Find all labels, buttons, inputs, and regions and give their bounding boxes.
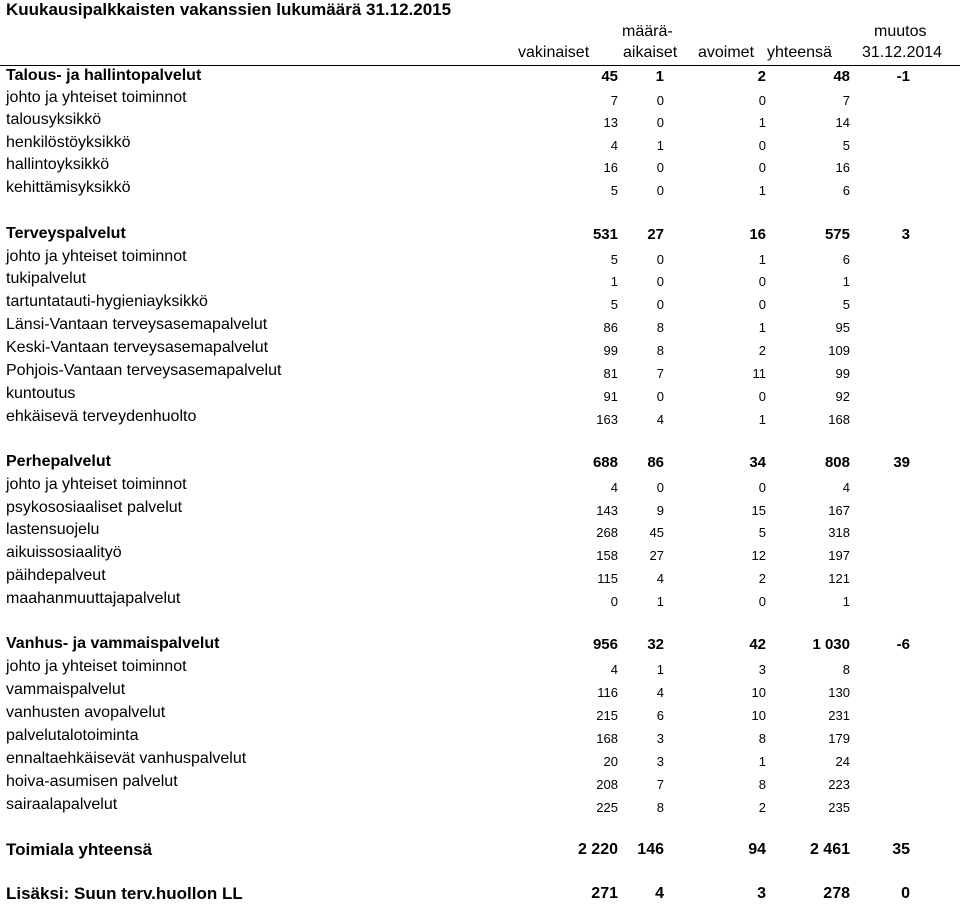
cell-vak: 45 bbox=[601, 68, 618, 85]
cell-yht: 130 bbox=[828, 685, 850, 700]
row-label: maahanmuuttajapalvelut bbox=[6, 590, 181, 607]
cell-yht: 92 bbox=[835, 389, 850, 404]
cell-avo: 1 bbox=[758, 252, 766, 267]
cell-yht: 223 bbox=[828, 777, 850, 792]
header-maaraaikaiset-line2: aikaiset bbox=[623, 44, 678, 61]
cell-avo: 0 bbox=[758, 594, 766, 609]
row-label: johto ja yhteiset toiminnot bbox=[6, 476, 187, 493]
cell-vak: 271 bbox=[591, 885, 618, 902]
table-row bbox=[0, 89, 960, 111]
cell-maa: 0 bbox=[656, 480, 664, 495]
table-row bbox=[0, 134, 960, 156]
cell-maa: 1 bbox=[656, 662, 664, 677]
cell-avo: 5 bbox=[758, 525, 766, 540]
cell-vak: 0 bbox=[610, 594, 618, 609]
cell-avo: 10 bbox=[751, 685, 766, 700]
cell-maa: 8 bbox=[656, 800, 664, 815]
cell-yht: 6 bbox=[842, 252, 850, 267]
table-row bbox=[0, 339, 960, 361]
row-label: päihdepalveut bbox=[6, 567, 106, 584]
cell-avo: 0 bbox=[758, 480, 766, 495]
cell-avo: 94 bbox=[748, 841, 766, 858]
cell-maa: 7 bbox=[656, 366, 664, 381]
cell-avo: 2 bbox=[757, 68, 766, 85]
table-row bbox=[0, 704, 960, 726]
cell-yht: 8 bbox=[842, 662, 850, 677]
cell-yht: 7 bbox=[842, 93, 850, 108]
cell-vak: 956 bbox=[592, 636, 618, 653]
cell-vak: 1 bbox=[610, 274, 618, 289]
table-row bbox=[0, 385, 960, 407]
cell-vak: 163 bbox=[596, 412, 618, 427]
table-row bbox=[0, 111, 960, 133]
cell-vak: 20 bbox=[603, 754, 618, 769]
row-label: Pohjois-Vantaan terveysasemapalvelut bbox=[6, 362, 282, 379]
row-label: ehkäisevä terveydenhuolto bbox=[6, 408, 197, 425]
cell-vak: 4 bbox=[610, 662, 618, 677]
row-label: hallintoyksikkö bbox=[6, 156, 110, 173]
row-label: talousyksikkö bbox=[6, 111, 102, 128]
header-muutos-line1: muutos bbox=[874, 23, 927, 40]
cell-vak: 5 bbox=[610, 183, 618, 198]
header-avoimet: avoimet bbox=[698, 44, 755, 61]
cell-vak: 531 bbox=[592, 226, 618, 243]
cell-vak: 7 bbox=[610, 93, 618, 108]
section-row bbox=[0, 225, 960, 247]
cell-vak: 143 bbox=[596, 503, 618, 518]
cell-yht: 2 461 bbox=[809, 841, 850, 858]
cell-maa: 4 bbox=[656, 571, 664, 586]
table-row bbox=[0, 156, 960, 178]
cell-yht: 1 bbox=[842, 594, 850, 609]
cell-maa: 0 bbox=[656, 389, 664, 404]
header-muutos-line2: 31.12.2014 bbox=[862, 44, 943, 61]
row-label: ennaltaehkäisevät vanhuspalvelut bbox=[6, 750, 247, 767]
table-row bbox=[0, 270, 960, 292]
cell-maa: 8 bbox=[656, 320, 664, 335]
cell-maa: 1 bbox=[655, 68, 664, 85]
table-row bbox=[0, 408, 960, 430]
row-label: kehittämisyksikkö bbox=[6, 179, 131, 196]
cell-avo: 1 bbox=[758, 320, 766, 335]
row-label: psykososiaaliset palvelut bbox=[6, 499, 183, 516]
row-label: Keski-Vantaan terveysasemapalvelut bbox=[6, 339, 269, 356]
cell-yht: 109 bbox=[828, 343, 850, 358]
table-row bbox=[0, 362, 960, 384]
cell-maa: 0 bbox=[656, 274, 664, 289]
cell-muu: 0 bbox=[901, 885, 910, 902]
row-label: Toimiala yhteensä bbox=[6, 840, 153, 859]
cell-avo: 11 bbox=[752, 366, 766, 381]
row-label: lastensuojelu bbox=[6, 521, 100, 538]
cell-maa: 0 bbox=[656, 252, 664, 267]
table-row bbox=[0, 773, 960, 795]
cell-avo: 10 bbox=[751, 708, 766, 723]
cell-avo: 1 bbox=[758, 754, 766, 769]
cell-avo: 1 bbox=[758, 183, 766, 198]
cell-maa: 45 bbox=[649, 525, 664, 540]
row-label: kuntoutus bbox=[6, 385, 76, 402]
cell-yht: 4 bbox=[842, 480, 850, 495]
table-row bbox=[0, 521, 960, 543]
row-label: johto ja yhteiset toiminnot bbox=[6, 89, 187, 106]
cell-yht: 197 bbox=[828, 548, 850, 563]
table-row bbox=[0, 658, 960, 680]
cell-maa: 4 bbox=[656, 412, 664, 427]
cell-vak: 2 220 bbox=[577, 841, 618, 858]
cell-maa: 8 bbox=[656, 343, 664, 358]
cell-avo: 8 bbox=[758, 777, 766, 792]
cell-yht: 575 bbox=[824, 226, 850, 243]
row-label: Länsi-Vantaan terveysasemapalvelut bbox=[6, 316, 268, 333]
row-label: aikuissosiaalityö bbox=[6, 544, 122, 561]
header-rule bbox=[0, 65, 960, 66]
cell-yht: 24 bbox=[835, 754, 850, 769]
cell-vak: 688 bbox=[592, 454, 618, 471]
total-row bbox=[0, 840, 960, 862]
cell-muu: 39 bbox=[893, 454, 910, 471]
cell-maa: 4 bbox=[655, 885, 664, 902]
cell-yht: 99 bbox=[835, 366, 850, 381]
cell-avo: 3 bbox=[757, 885, 766, 902]
cell-maa: 0 bbox=[656, 115, 664, 130]
cell-maa: 27 bbox=[647, 226, 664, 243]
cell-maa: 32 bbox=[647, 636, 664, 653]
cell-avo: 0 bbox=[758, 274, 766, 289]
cell-yht: 808 bbox=[824, 454, 850, 471]
table-row bbox=[0, 681, 960, 703]
cell-maa: 1 bbox=[656, 138, 664, 153]
cell-muu: 35 bbox=[892, 841, 910, 858]
cell-avo: 42 bbox=[749, 636, 766, 653]
cell-yht: 278 bbox=[823, 885, 850, 902]
cell-yht: 5 bbox=[842, 297, 850, 312]
cell-yht: 14 bbox=[835, 115, 850, 130]
cell-muu: -1 bbox=[896, 68, 910, 85]
cell-avo: 8 bbox=[758, 731, 766, 746]
row-label: johto ja yhteiset toiminnot bbox=[6, 658, 187, 675]
cell-maa: 0 bbox=[656, 297, 664, 312]
cell-yht: 16 bbox=[835, 160, 850, 175]
cell-maa: 1 bbox=[656, 594, 664, 609]
table-row bbox=[0, 544, 960, 566]
cell-vak: 99 bbox=[603, 343, 618, 358]
cell-avo: 0 bbox=[758, 138, 766, 153]
section-row bbox=[0, 635, 960, 657]
cell-avo: 15 bbox=[751, 503, 766, 518]
cell-avo: 0 bbox=[758, 160, 766, 175]
header-vakinaiset: vakinaiset bbox=[518, 44, 590, 61]
row-label: palvelutalotoiminta bbox=[6, 727, 139, 744]
page-title: Kuukausipalkkaisten vakanssien lukumäärä 31.12.2015 bbox=[6, 0, 452, 19]
cell-vak: 158 bbox=[596, 548, 618, 563]
cell-maa: 3 bbox=[656, 754, 664, 769]
cell-muu: -6 bbox=[896, 636, 910, 653]
cell-maa: 6 bbox=[656, 708, 664, 723]
cell-vak: 5 bbox=[610, 252, 618, 267]
cell-yht: 6 bbox=[842, 183, 850, 198]
cell-avo: 1 bbox=[758, 412, 766, 427]
cell-yht: 48 bbox=[833, 68, 850, 85]
cell-vak: 16 bbox=[603, 160, 618, 175]
cell-avo: 3 bbox=[758, 662, 766, 677]
cell-yht: 95 bbox=[835, 320, 850, 335]
cell-avo: 0 bbox=[758, 389, 766, 404]
cell-maa: 27 bbox=[649, 548, 664, 563]
cell-vak: 168 bbox=[596, 731, 618, 746]
header-maaraaikaiset-line1: määrä- bbox=[622, 23, 673, 40]
cell-vak: 208 bbox=[596, 777, 618, 792]
cell-maa: 0 bbox=[656, 93, 664, 108]
table-row bbox=[0, 248, 960, 270]
table-row bbox=[0, 567, 960, 589]
table-row bbox=[0, 476, 960, 498]
cell-yht: 1 bbox=[842, 274, 850, 289]
cell-vak: 268 bbox=[596, 525, 618, 540]
cell-muu: 3 bbox=[901, 226, 910, 243]
cell-yht: 318 bbox=[828, 525, 850, 540]
table-row bbox=[0, 590, 960, 612]
cell-maa: 4 bbox=[656, 685, 664, 700]
table-row bbox=[0, 727, 960, 749]
row-label: hoiva-asumisen palvelut bbox=[6, 773, 178, 790]
cell-avo: 0 bbox=[758, 93, 766, 108]
cell-avo: 1 bbox=[758, 115, 766, 130]
row-label: Vanhus- ja vammaispalvelut bbox=[6, 635, 220, 652]
cell-maa: 146 bbox=[637, 841, 664, 858]
cell-vak: 4 bbox=[610, 480, 618, 495]
cell-avo: 12 bbox=[751, 548, 766, 563]
header-yhteensa: yhteensä bbox=[767, 44, 832, 61]
section-row bbox=[0, 453, 960, 475]
cell-avo: 2 bbox=[758, 571, 766, 586]
row-label: tukipalvelut bbox=[6, 270, 87, 287]
cell-vak: 86 bbox=[603, 320, 618, 335]
cell-vak: 5 bbox=[610, 297, 618, 312]
cell-maa: 9 bbox=[656, 503, 664, 518]
row-label: Perhepalvelut bbox=[6, 453, 111, 470]
row-label: henkilöstöyksikkö bbox=[6, 134, 131, 151]
cell-maa: 0 bbox=[656, 160, 664, 175]
cell-maa: 3 bbox=[656, 731, 664, 746]
table-row bbox=[0, 750, 960, 772]
table-row bbox=[0, 499, 960, 521]
cell-avo: 0 bbox=[758, 297, 766, 312]
cell-yht: 168 bbox=[828, 412, 850, 427]
cell-avo: 16 bbox=[749, 226, 766, 243]
cell-yht: 179 bbox=[828, 731, 850, 746]
row-label: Lisäksi: Suun terv.huollon LL bbox=[6, 884, 243, 903]
row-label: tartuntatauti-hygieniayksikkö bbox=[6, 293, 208, 310]
cell-vak: 225 bbox=[596, 800, 618, 815]
cell-vak: 115 bbox=[597, 571, 618, 586]
cell-yht: 235 bbox=[828, 800, 850, 815]
cell-maa: 0 bbox=[656, 183, 664, 198]
cell-yht: 167 bbox=[828, 503, 850, 518]
cell-vak: 13 bbox=[603, 115, 618, 130]
row-label: vanhusten avopalvelut bbox=[6, 704, 166, 721]
table-row bbox=[0, 796, 960, 818]
cell-avo: 2 bbox=[758, 800, 766, 815]
row-label: Talous- ja hallintopalvelut bbox=[6, 67, 202, 84]
row-label: Terveyspalvelut bbox=[6, 225, 126, 242]
row-label: vammaispalvelut bbox=[6, 681, 126, 698]
cell-yht: 121 bbox=[828, 571, 850, 586]
cell-maa: 7 bbox=[656, 777, 664, 792]
table-row bbox=[0, 293, 960, 315]
table-row bbox=[0, 179, 960, 201]
row-label: sairaalapalvelut bbox=[6, 796, 118, 813]
cell-vak: 116 bbox=[597, 685, 618, 700]
cell-avo: 2 bbox=[758, 343, 766, 358]
cell-vak: 91 bbox=[603, 389, 618, 404]
table-row bbox=[0, 316, 960, 338]
cell-yht: 1 030 bbox=[812, 636, 850, 653]
section-row bbox=[0, 67, 960, 89]
cell-vak: 81 bbox=[603, 366, 618, 381]
row-label: johto ja yhteiset toiminnot bbox=[6, 248, 187, 265]
cell-vak: 4 bbox=[610, 138, 618, 153]
cell-maa: 86 bbox=[647, 454, 664, 471]
cell-yht: 231 bbox=[828, 708, 850, 723]
cell-avo: 34 bbox=[749, 454, 766, 471]
cell-yht: 5 bbox=[842, 138, 850, 153]
cell-vak: 215 bbox=[596, 708, 618, 723]
